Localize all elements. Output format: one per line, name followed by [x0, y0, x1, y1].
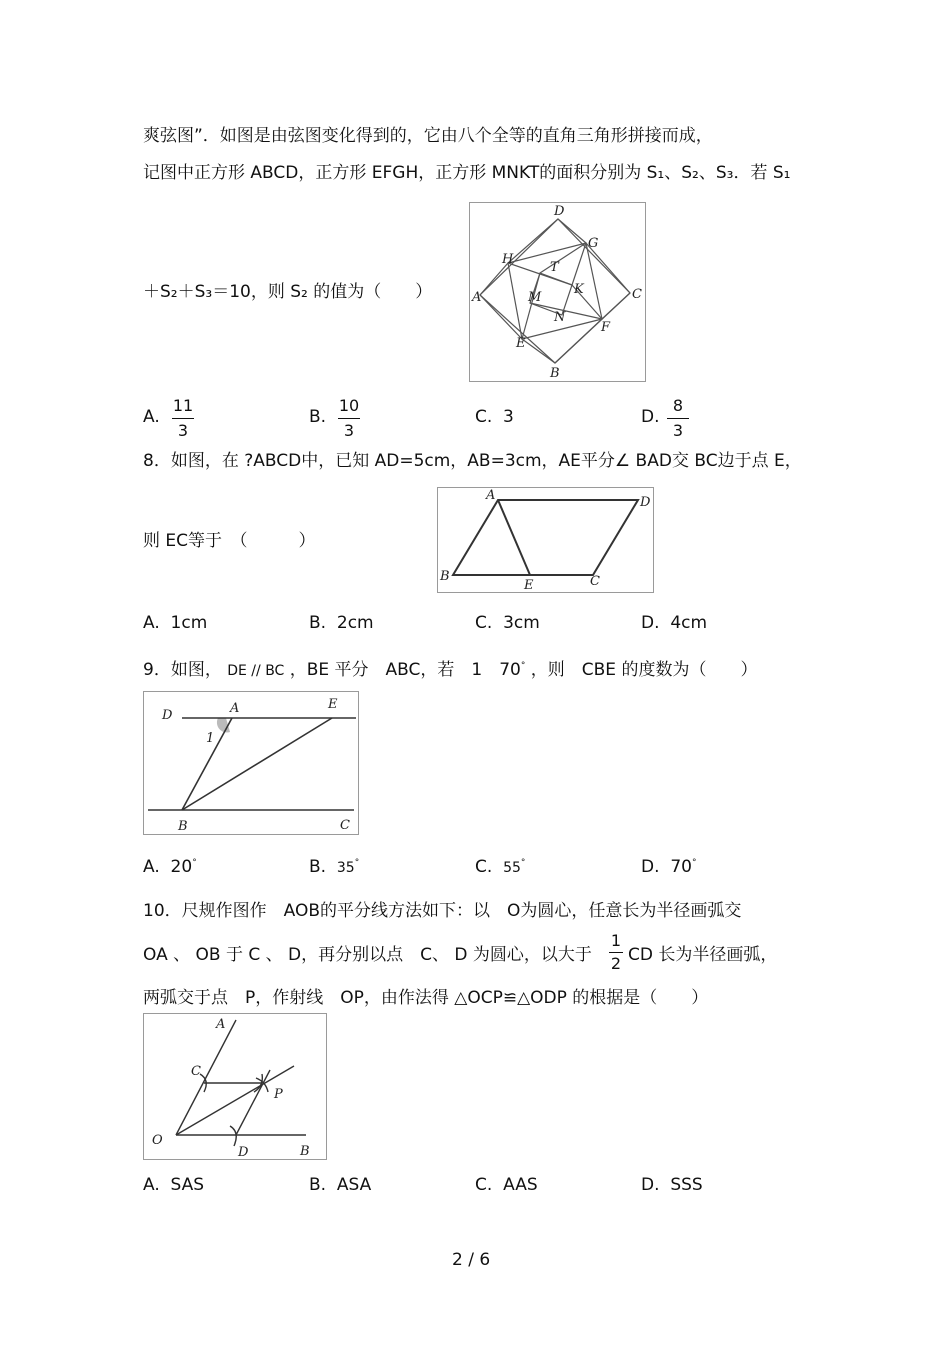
q9-suffix: ，则 CBE 的度数为（ ）	[530, 660, 758, 680]
q7-option-d-fraction	[663, 396, 693, 441]
q9-label-D: D	[162, 708, 173, 723]
q9-option-a-degree: °	[192, 858, 197, 868]
q9-degree: °	[520, 661, 526, 671]
q7-option-a-num: 11	[172, 396, 194, 415]
q10-label-A: A	[216, 1017, 226, 1032]
q7-option-b-den: 3	[343, 421, 355, 440]
q8-option-a	[143, 613, 207, 633]
q8-text-line-2: 则 EC等于 （ ）	[143, 531, 316, 551]
q7-option-b-letter: B.	[309, 407, 327, 427]
q8-label-A: A	[486, 488, 496, 503]
q7-label-C: C	[632, 287, 642, 302]
q10-option-b-letter: B.	[309, 1175, 327, 1195]
q7-label-A: A	[472, 290, 482, 305]
q9-option-d-degree: °	[691, 858, 697, 868]
q7-text-line-2: 记图中正方形 ABCD，正方形 EFGH，正方形 MNKT的面积分别为 S₁、S₂、S₃．若 S₁	[143, 163, 791, 183]
q8-option-b-text: 2cm	[336, 613, 374, 633]
q7-label-N: N	[554, 310, 566, 325]
q10-label-D: D	[238, 1145, 249, 1159]
q7-label-G: G	[588, 236, 599, 251]
q9-option-c-letter: C.	[475, 857, 493, 877]
q9-option-b-degree: °	[354, 858, 360, 868]
q8-option-b-letter: B.	[309, 613, 327, 633]
q9-option-c-degree: °	[520, 858, 526, 868]
page-number: 2 / 6	[452, 1250, 491, 1270]
q9-label-A: A	[230, 701, 240, 716]
q7-text-line-3: ＋S₂＋S₃＝10，则 S₂ 的值为（ ）	[143, 282, 433, 302]
q9-option-a	[143, 857, 197, 877]
q10-half-num: 1	[610, 931, 622, 950]
q10-half-den: 2	[610, 954, 622, 973]
q9-label-C: C	[340, 818, 350, 833]
q10-option-d	[641, 1175, 703, 1195]
q9-condition-de-parallel-bc: DE // BC	[227, 663, 285, 679]
q9-option-d	[641, 857, 696, 877]
q7-label-T: T	[550, 260, 559, 275]
q7-option-c-text: 3	[503, 407, 514, 427]
q7-option-d-den: 3	[672, 421, 684, 440]
q8-option-d	[641, 613, 707, 633]
q7-option-b-fraction	[334, 396, 364, 441]
q8-option-a-letter: A.	[143, 613, 160, 633]
q9-option-c-text: 55	[503, 860, 521, 876]
q9-figure	[143, 691, 359, 835]
q10-figure	[143, 1013, 327, 1160]
q8-label-C: C	[590, 574, 600, 589]
q8-option-c	[475, 613, 540, 633]
q8-option-d-letter: D.	[641, 613, 660, 633]
q7-option-d-letter: D.	[641, 407, 660, 427]
q10-text-line-1: 10．尺规作图作 AOB的平分线方法如下：以 O为圆心，任意长为半径画弧交	[143, 901, 742, 921]
q10-text-line-3: 两弧交于点 P，作射线 OP，由作法得 △OCP≌△ODP 的根据是（ ）	[143, 988, 709, 1008]
q8-option-a-text: 1cm	[170, 613, 208, 633]
q7-option-a-den: 3	[177, 421, 189, 440]
q8-option-d-text: 4cm	[670, 613, 708, 633]
q7-label-D: D	[554, 204, 565, 219]
q7-label-M: M	[528, 290, 542, 305]
q7-label-H: H	[502, 252, 514, 267]
q9-option-b-text: 35	[336, 860, 355, 876]
q10-option-c-letter: C.	[475, 1175, 493, 1195]
q10-option-d-letter: D.	[641, 1175, 660, 1195]
q7-label-E: E	[516, 336, 526, 351]
q10-option-b	[309, 1175, 371, 1195]
q9-label-E: E	[328, 697, 338, 712]
q10-option-b-text: ASA	[336, 1175, 372, 1195]
q8-label-D: D	[640, 495, 651, 510]
q9-prefix: 9．如图，	[143, 660, 222, 680]
q10-half-fraction	[604, 931, 628, 974]
q9-label-angle-1: 1	[206, 731, 215, 746]
q8-option-c-letter: C.	[475, 613, 493, 633]
q10-label-B: B	[300, 1144, 310, 1159]
q9-label-B: B	[178, 819, 188, 834]
q7-text-line-1: 爽弦图”．如图是由弦图变化得到的，它由八个全等的直角三角形拼接而成，	[143, 126, 713, 146]
q10-label-P: P	[274, 1087, 283, 1102]
q10-text-line-2b: CD 长为半径画弧，	[628, 945, 778, 965]
q7-label-B: B	[550, 366, 560, 381]
q7-option-a-letter: A.	[143, 407, 160, 427]
q9-option-d-letter: D.	[641, 857, 660, 877]
q8-option-b	[309, 613, 374, 633]
q10-option-a-letter: A.	[143, 1175, 160, 1195]
q10-option-a	[143, 1175, 204, 1195]
q7-figure	[469, 202, 646, 382]
q9-option-b	[309, 857, 359, 877]
q8-option-c-text: 3cm	[503, 613, 540, 633]
q9-option-a-letter: A.	[143, 857, 160, 877]
q7-option-c-letter: C.	[475, 407, 493, 427]
q9-text-line	[143, 655, 757, 682]
q10-label-O: O	[152, 1133, 163, 1148]
q9-option-a-text: 20	[170, 857, 193, 877]
q8-label-E: E	[524, 578, 534, 592]
q8-label-B: B	[440, 569, 450, 584]
q7-label-F: F	[601, 320, 611, 335]
q7-option-a-fraction	[168, 396, 198, 441]
q10-option-c	[475, 1175, 538, 1195]
q9-option-d-text: 70	[670, 857, 692, 877]
q10-option-c-text: AAS	[503, 1175, 538, 1195]
q10-option-d-text: SSS	[670, 1175, 703, 1195]
q10-label-C: C	[191, 1064, 201, 1079]
q9-option-b-letter: B.	[309, 857, 327, 877]
q10-option-a-text: SAS	[170, 1175, 205, 1195]
q7-label-K: K	[574, 282, 584, 297]
q10-text-line-2a: OA 、 OB 于 C 、 D，再分别以点 C、 D 为圆心，以大于	[143, 945, 592, 965]
q9-option-c	[475, 857, 525, 877]
q9-middle: ，BE 平分 ABC，若 1 70	[289, 660, 521, 680]
q7-option-b-num: 10	[338, 396, 360, 415]
q8-figure	[437, 487, 654, 593]
q8-text-line-1: 8．如图，在 ?ABCD中，已知 AD=5cm，AB=3cm，AE平分∠ BAD交 BC边于点 E，	[143, 451, 802, 471]
q7-option-d-num: 8	[672, 396, 684, 415]
